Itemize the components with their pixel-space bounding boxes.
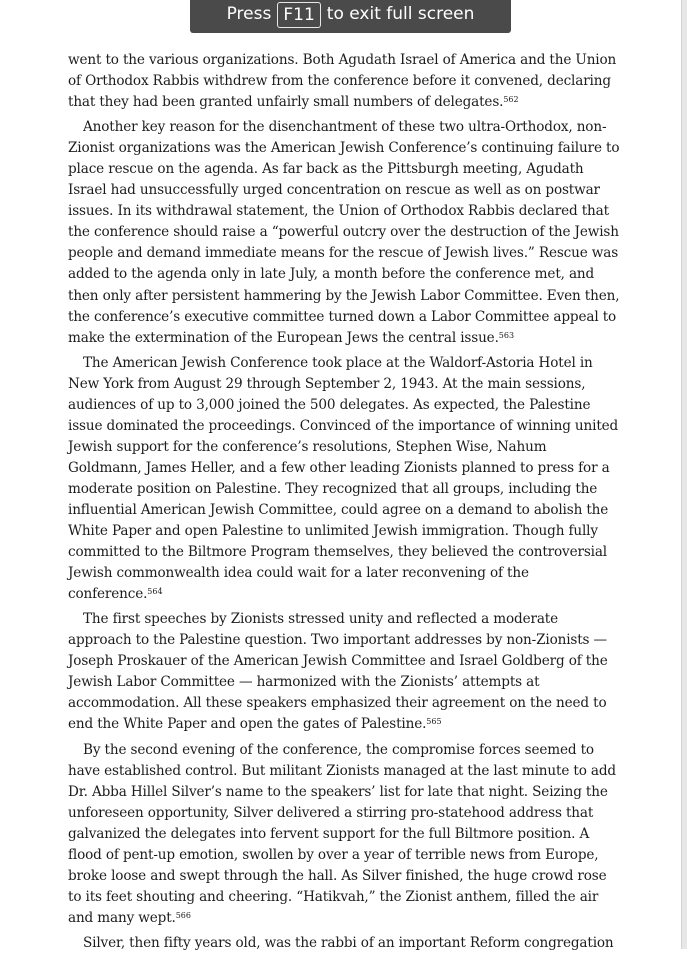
paragraph-1-text: went to the various organizations. Both Agudath Israel of America and the Union of Orthodox Rabbis withdrew from the conference before it convened, declaring that they had been granted unfairly small numbers of delegates. (68, 52, 617, 111)
paragraph-1 (68, 50, 620, 113)
footnote-ref-562: 562 (503, 95, 519, 105)
window-scrollbar-edge (681, 0, 687, 949)
paragraph-2 (68, 117, 620, 349)
notice-press-label: Press (226, 3, 272, 24)
paragraph-3-text: The American Jewish Conference took place at the Waldorf-Astoria Hotel in New York from August 29 through September 2, 1943. At the main sessions, audiences of up to 3,000 joined the 500 delegates. As expected, the Palestine issue dominated the proceedings. Convinced of the importance of winning united Jewish support for the conference’s resolutions, Stephen Wise, Nahum Goldmann, James Heller, and a few other leading Zionists planned to press for a moderate position on Palestine. They recognized that all groups, including the influential American Jewish Committee, could agree on a demand to abolish the White Paper and open Palestine to unlimited Jewish immigration. Though fully committed to the Biltmore Program themselves, they believed the controversial Jewish commonwealth idea could wait for a later reconvening of the conference. (68, 354, 619, 603)
footnote-ref-565: 565 (426, 717, 442, 727)
paragraph-4 (68, 609, 620, 735)
book-page (68, 50, 620, 958)
paragraph-6 (68, 933, 620, 954)
notice-suffix-label: to exit full screen (326, 3, 475, 24)
fullscreen-exit-notice (190, 0, 511, 33)
footnote-ref-564: 564 (147, 587, 163, 597)
paragraph-5-text: By the second evening of the conference, the compromise forces seemed to have established control. But militant Zionists managed at the last minute to add Dr. Abba Hillel Silver’s name to the speakers’ list for late that night. Seizing the unforeseen opportunity, Silver delivered a stirring pro-statehood address that galvanized the delegates into fervent support for the full Biltmore position. A flood of pent-up emotion, swollen by over a year of terrible news from Europe, broke loose and swept through the hall. As Silver finished, the huge crowd rose to its feet shouting and cheering. “Hatikvah,” the Zionist anthem, filled the air and many wept. (68, 741, 616, 926)
paragraph-6-text: Silver, then fifty years old, was the rabbi of an important Reform congregation (83, 934, 614, 951)
paragraph-3 (68, 353, 620, 606)
footnote-ref-566: 566 (175, 910, 191, 920)
paragraph-5 (68, 740, 620, 929)
paragraph-2-text: Another key reason for the disenchantment of these two ultra-Orthodox, non-Zionist organizations was the American Jewish Conference’s continuing failure to place rescue on the agenda. As far back as the Pittsburgh meeting, Agudath Israel had unsuccessfully urged concentration on rescue as well as on postwar issues. In its withdrawal statement, the Union of Orthodox Rabbis declared that the conference should raise a “powerful outcry over the destruction of the Jewish people and demand immediate means for the rescue of Jewish lives.” Rescue was added to the agenda only in late July, a month before the conference met, and then only after persistent hammering by the Jewish Labor Committee. Even then, the conference’s executive committee turned down a Labor Committee appeal to make the extermination of the European Jews the central issue. (68, 119, 620, 346)
footnote-ref-563: 563 (498, 330, 515, 340)
paragraph-4-text: The first speeches by Zionists stressed unity and reflected a moderate approach to the Palestine question. Two important addresses by non-Zionists — Joseph Proskauer of the American Jewish Committee and Israel Goldberg of the Jewish Labor Committee — harmonized with the Zionists’ attempts at accommodation. All these speakers emphasized their agreement on the need to end the White Paper and open the gates of Palestine. (68, 611, 608, 733)
f11-key-badge: F11 (277, 2, 320, 28)
